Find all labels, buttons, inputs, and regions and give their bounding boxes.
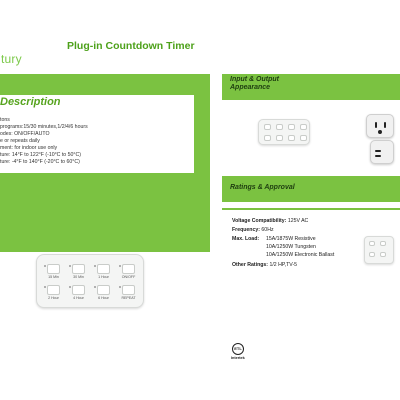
feature-line: ture: -4°F to 140°F (-20°C to 60°C) [0,159,80,165]
timer-key [369,241,375,246]
timer-device-image [36,254,144,308]
outlet-slot [375,122,377,128]
timer-front-image [258,119,310,145]
other-label: Other Ratings: [232,262,269,268]
timer-key [300,135,307,141]
timer-key-label: ON/OFF [121,275,136,279]
outlet-ground [378,130,382,134]
timer-key [72,285,85,295]
frequency-value: 60Hz [261,227,274,233]
timer-key [380,241,386,246]
etl-certification-mark: ETL [232,343,244,355]
timer-key [72,264,85,274]
timer-key [264,124,271,130]
timer-key [97,285,110,295]
frequency-spec [232,227,274,233]
description-heading: Description [0,96,61,108]
timer-key [264,135,271,141]
plug-prong [375,150,381,152]
plug-prong [375,155,381,157]
ratings-divider [222,208,400,210]
voltage-spec [232,218,308,224]
indicator-led [119,265,121,267]
timer-key-label: 4 Hour [73,296,84,300]
feature-line: odes: ON/OFF/AUTO [0,131,50,137]
timer-key [369,252,375,257]
feature-line: tons [0,117,10,123]
indicator-led [44,286,46,288]
feature-line: programs:15/30 minutes,1/2/4/6 hours [0,124,88,130]
timer-key [288,124,295,130]
io-heading: Input & Output [230,76,279,83]
page-title: Plug-in Countdown Timer [67,40,195,52]
timer-key-label: 1 Hour [98,275,109,279]
frequency-label: Frequency: [232,227,260,233]
other-value: 1/2 HP,TV-5 [269,262,298,268]
maxload-value: 15A/1875W Resistive [266,236,316,242]
timer-key [380,252,386,257]
outlet-side-image [366,114,394,138]
voltage-label: Voltage Compatibility: [232,218,287,224]
indicator-led [94,286,96,288]
timer-key [276,135,283,141]
timer-corner-image [364,236,394,264]
other-ratings-spec [232,262,297,268]
ratings-heading: Ratings & Approval [230,184,295,191]
timer-key [300,124,307,130]
timer-key-label: 6 Hour [98,296,109,300]
feature-line: ture: 14°F to 122°F (-10°C to 50°C) [0,152,81,158]
timer-key [97,264,110,274]
indicator-led [69,265,71,267]
maxload-value: 10A/1250W Tungsten [266,244,316,250]
timer-key [122,285,135,295]
indicator-led [119,286,121,288]
intertek-label: Intertek [231,356,245,360]
timer-key-label: 30 Min [73,275,84,279]
indicator-led [94,265,96,267]
indicator-led [44,265,46,267]
timer-key [276,124,283,130]
io-heading-2: Appearance [230,84,271,91]
brand-logo: tury [1,52,22,66]
maxload-label: Max. Load: [232,236,260,242]
timer-key-label: 2 Hour [48,296,59,300]
feature-line: ment: for indoor use only [0,145,58,151]
timer-key [47,264,60,274]
timer-key-label: REPEAT [121,296,136,300]
maxload-value: 10A/1250W Electronic Ballast [266,252,335,258]
voltage-value: 125V AC [287,218,309,224]
feature-line: e or repeats daily [0,138,40,144]
indicator-led [69,286,71,288]
timer-key [288,135,295,141]
outlet-slot [384,122,386,128]
maxload-spec [232,236,259,242]
plug-back-image [370,140,394,164]
timer-key [47,285,60,295]
timer-key-label: 15 Min [48,275,59,279]
timer-key [122,264,135,274]
